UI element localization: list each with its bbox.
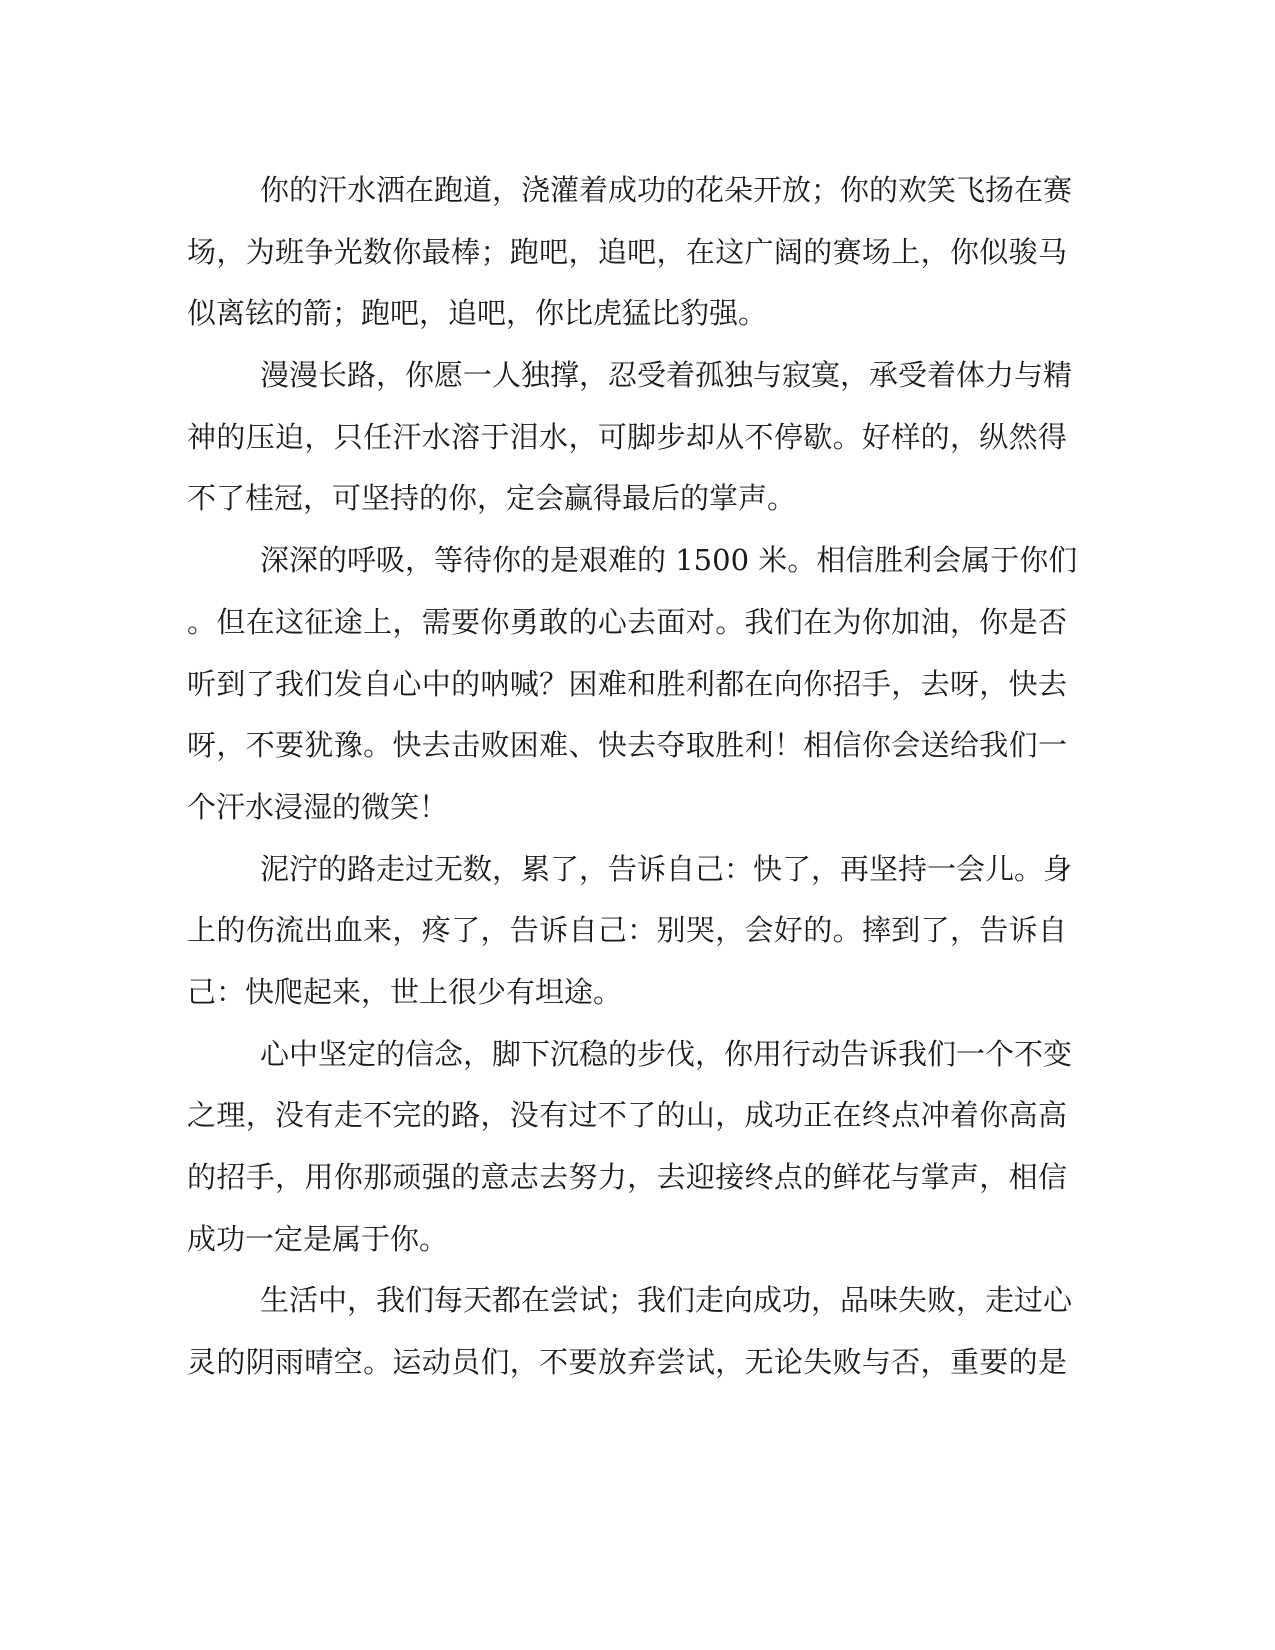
text-line-13: 上的伤流出血来，疼了，告诉自己：别哭，会好的。摔到了，告诉自 bbox=[187, 913, 1067, 948]
text-line-17: 的招手，用你那顽强的意志去努力，去迎接终点的鲜花与掌声，相信 bbox=[187, 1160, 1067, 1194]
text-line-16: 之理，没有走不完的路，没有过不了的山，成功正在终点冲着你高高 bbox=[187, 1098, 1067, 1133]
text-line-19: 生活中，我们每天都在尝试；我们走向成功，品味失败，走过心 bbox=[260, 1283, 1073, 1318]
text-line-14: 己：快爬起来，世上很少有坦途。 bbox=[187, 974, 623, 1009]
text-line-1: 你的汗水洒在跑道，浇灌着成功的花朵开放；你的欢笑飞扬在赛 bbox=[260, 173, 1073, 207]
text-line-6: 不了桂冠，可坚持的你，定会赢得最后的掌声。 bbox=[187, 481, 797, 516]
text-line-5: 神的压迫，只任汗水溶于泪水，可脚步却从不停歇。好样的，纵然得 bbox=[187, 419, 1067, 454]
text-line-4: 漫漫长路，你愿一人独撑，忍受着孤独与寂寞，承受着体力与精 bbox=[260, 358, 1073, 393]
text-line-15: 心中坚定的信念，脚下沉稳的步伐，你用行动告诉我们一个不变 bbox=[260, 1036, 1073, 1071]
text-line-7: 深深的呼吸，等待你的是艰难的 1500 米。相信胜利会属于你们 bbox=[260, 543, 1078, 578]
text-line-12: 泥泞的路走过无数，累了，告诉自己：快了，再坚持一会儿。身 bbox=[260, 851, 1073, 886]
text-line-11: 个汗水浸湿的微笑！ bbox=[187, 789, 449, 824]
document-body bbox=[187, 160, 1078, 1394]
text-line-8: 。但在这征途上，需要你勇敢的心去面对。我们在为你加油，你是否 bbox=[187, 604, 1067, 639]
text-line-10: 呀，不要犹豫。快去击败困难、快去夺取胜利！相信你会送给我们一 bbox=[187, 728, 1067, 763]
text-line-18: 成功一定是属于你。 bbox=[187, 1221, 449, 1256]
text-line-20: 灵的阴雨晴空。运动员们，不要放弃尝试，无论失败与否，重要的是 bbox=[187, 1345, 1067, 1380]
text-line-3: 似离铉的箭；跑吧，追吧，你比虎猛比豹强。 bbox=[187, 296, 768, 331]
text-line-9: 听到了我们发自心中的呐喊？困难和胜利都在向你招手，去呀，快去 bbox=[187, 666, 1067, 701]
text-line-2: 场，为班争光数你最棒；跑吧，追吧，在这广阔的赛场上，你似骏马 bbox=[187, 234, 1067, 269]
